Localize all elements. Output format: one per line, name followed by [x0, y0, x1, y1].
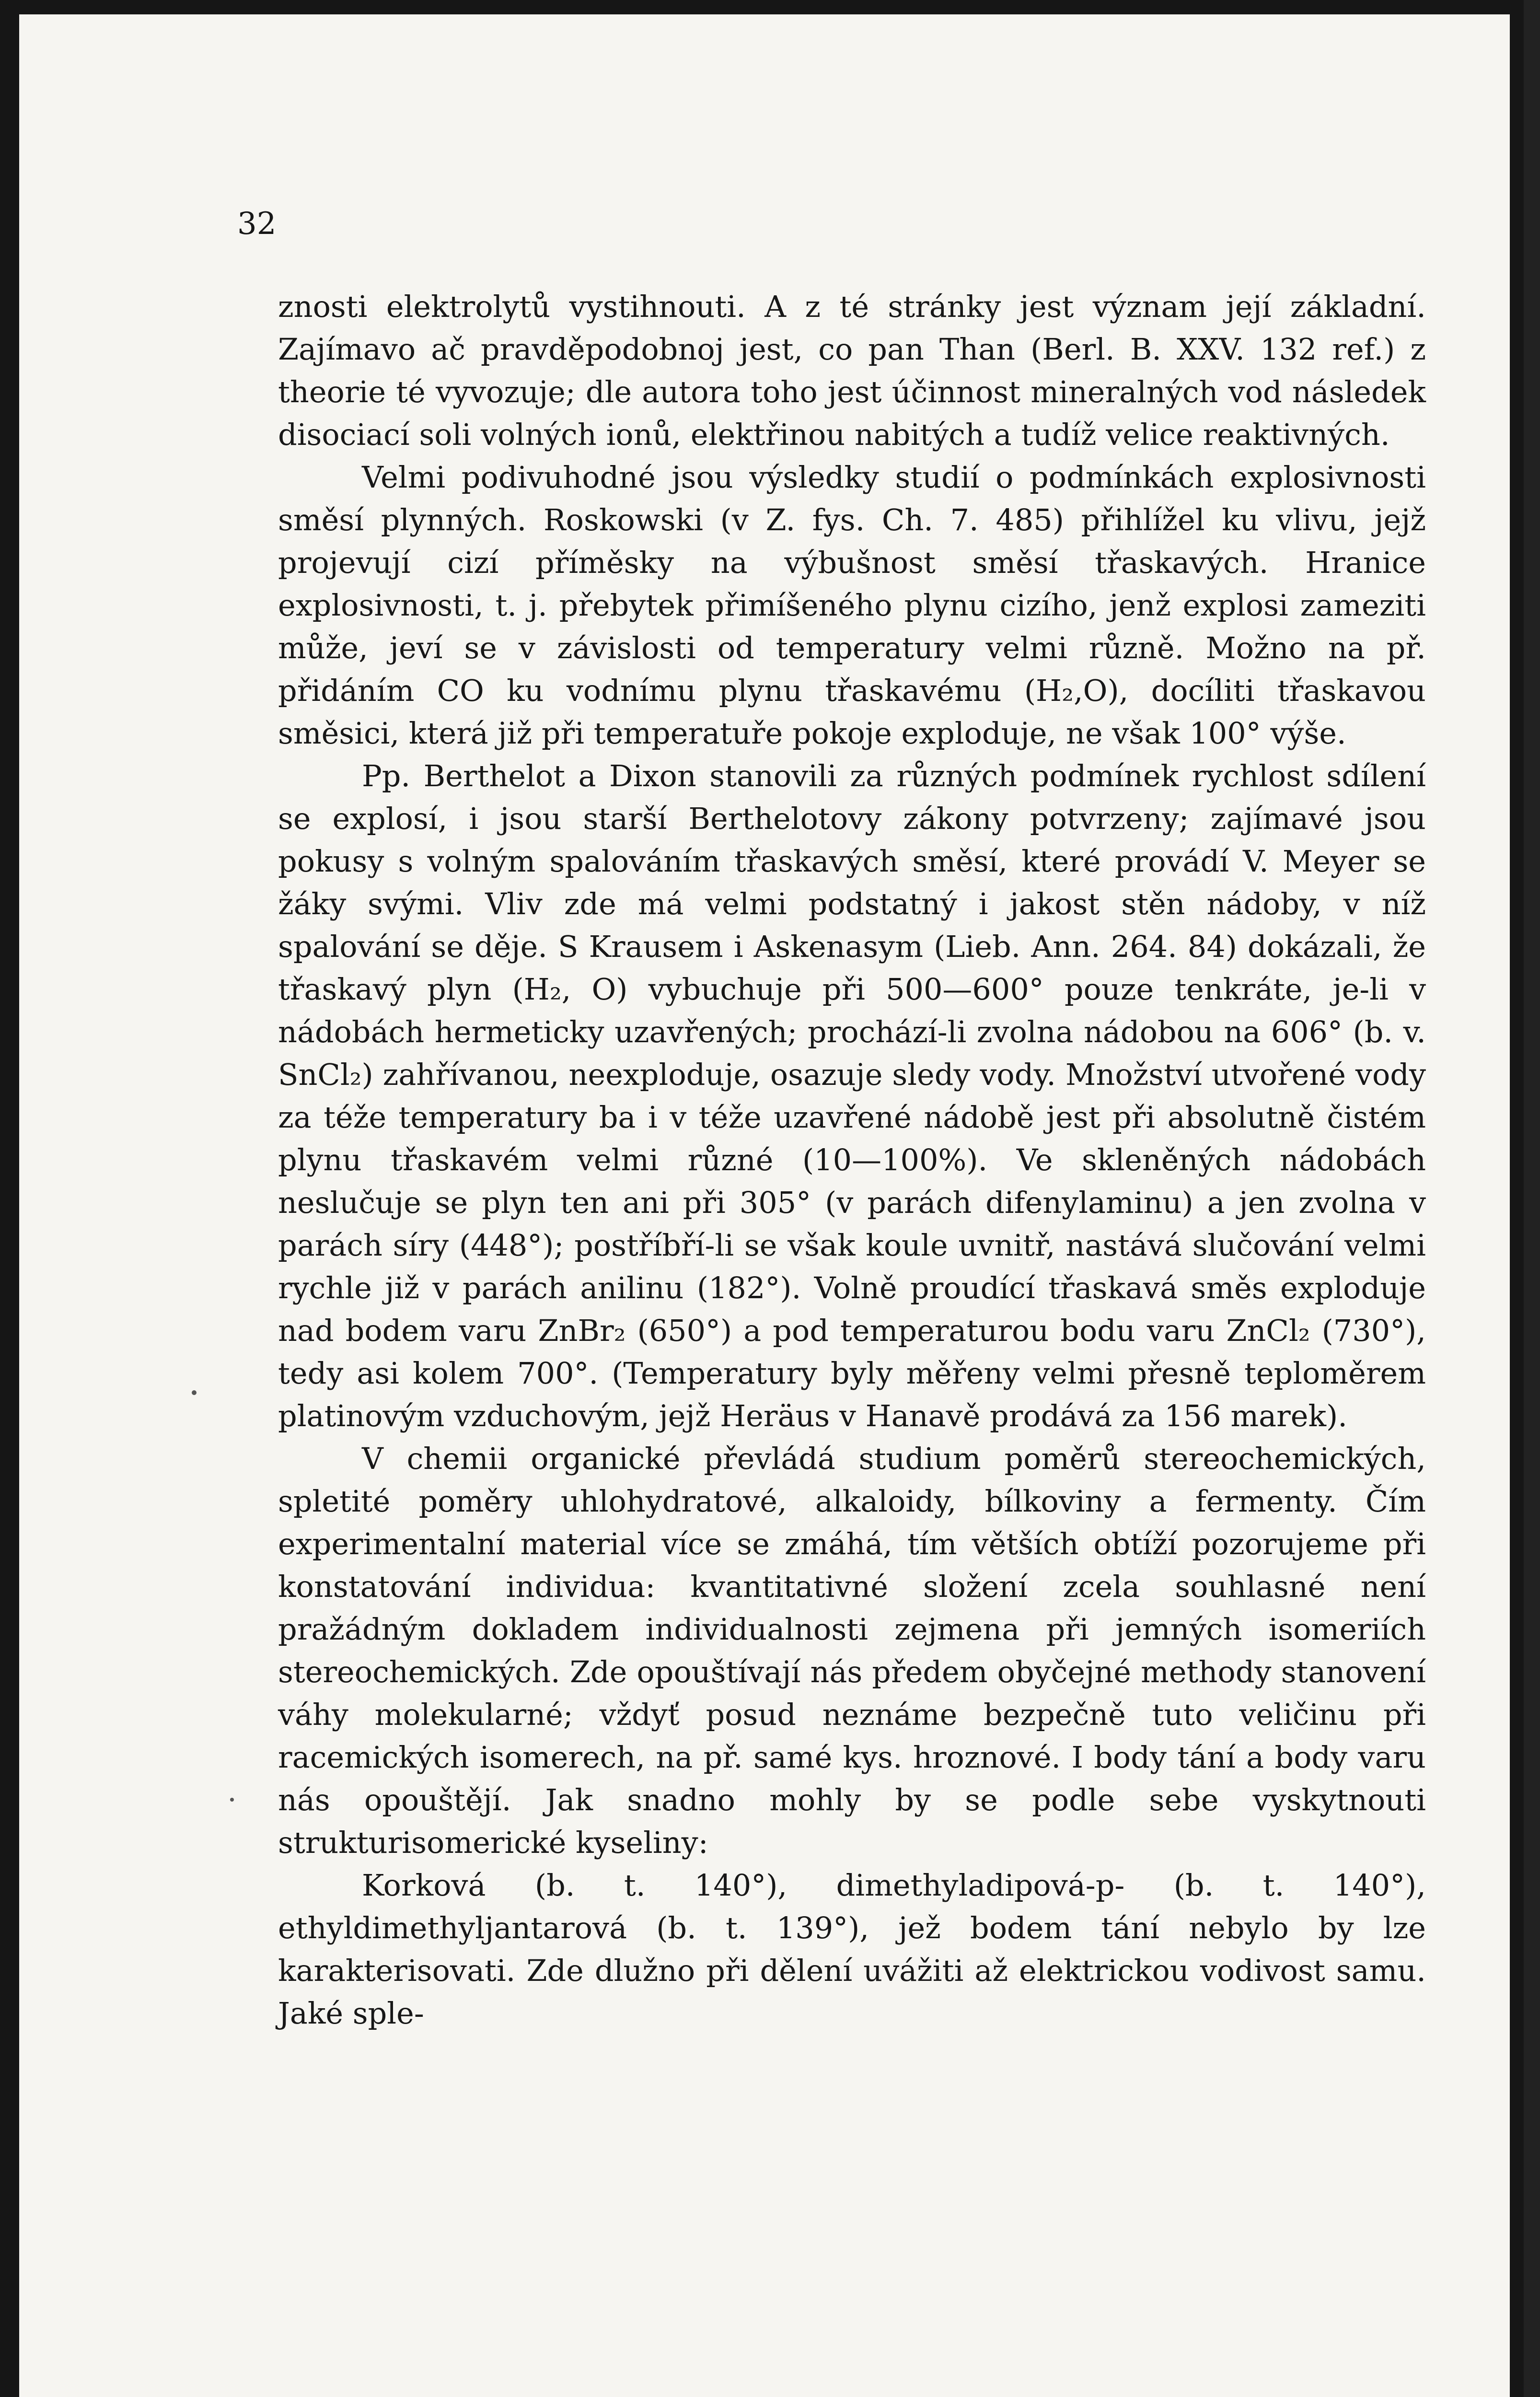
- paragraph: znosti elektrolytů vystihnouti. A z té stránky jest význam její základní. Zajímavo ač pravděpodobnoj jest, co pan Than (Berl. B. XXV. 132 ref.) z theorie té vyvozuje; dle autora toho jest účinnost mineralných vod následek disociací soli volných ionů, elektřinou nabitých a tudíž velice reaktivných.: [278, 289, 1426, 452]
- scan-edge: [1524, 0, 1540, 2397]
- paragraph: Pp. Berthelot a Dixon stanovili za různých podmínek rychlost sdílení se explosí, i jsou starší Berthelotovy zákony potvrzeny; zajímavé jsou pokusy s volným spalováním třaskavých směsí, které provádí V. Meyer se žáky svými. Vliv zde má velmi podstatný i jakost stěn nádoby, v níž spalování se děje. S Krausem i Askenasym (Lieb. Ann. 264. 84) dokázali, že třaskavý plyn (H₂, O) vybuchuje při 500—600° pouze tenkráte, je-li v nádobách hermeticky uzavřených; prochází-li zvolna nádobou na 606° (b. v. SnCl₂) zahřívanou, neexploduje, osazuje sledy vody. Množství utvořené vody za téže temperatury ba i v téže uzavřené nádobě jest při absolutně čistém plynu třaskavém velmi různé (10—100%). Ve skleněných nádobách neslučuje se plyn ten ani při 305° (v parách difenylaminu) a jen zvolna v parách síry (448°); postříbří-li se však koule uvnitř, nastává slučování velmi rychle již v parách anilinu (182°). Volně proudící třaskavá směs exploduje nad bodem varu ZnBr₂ (650°) a pod temperaturou bodu varu ZnCl₂ (730°), tedy asi kolem 700°. (Temperatury byly měřeny velmi přesně teploměrem platinovým vzduchovým, jejž Heräus v Hanavě prodává za 156 marek).: [278, 758, 1426, 1433]
- page-number: 32: [237, 206, 277, 242]
- paragraph: Velmi podivuhodné jsou výsledky studií o podmínkách explosivnosti směsí plynných. Roskowski (v Z. fys. Ch. 7. 485) přihlížel ku vlivu, jejž projevují cizí příměsky na výbušnost směsí třaskavých. Hranice explosivnosti, t. j. přebytek přimíšeného plynu cizího, jenž explosi zameziti může, jeví se v závislosti od temperatury velmi různě. Možno na př. přidáním CO ku vodnímu plynu třaskavému (H₂,O), docíliti třaskavou směsici, která již při temperatuře pokoje exploduje, ne však 100° výše.: [278, 460, 1426, 751]
- paragraph: Korková (b. t. 140°), dimethyladipová-p- (b. t. 140°), ethyldimethyljantarová (b. t. 139°), jež bodem tání nebylo by lze karakterisovati. Zde dlužno při dělení uvážiti až elektrickou vodivost samu. Jaké sple-: [278, 1868, 1426, 2031]
- print-speck: [192, 1390, 197, 1395]
- page: [19, 14, 1510, 2397]
- print-speck: [230, 1798, 234, 1802]
- body-text: [278, 285, 1426, 2035]
- paragraph: V chemii organické převládá studium poměrů stereochemických, spletité poměry uhlohydratové, alkaloidy, bílkoviny a fermenty. Čím experimentalní material více se zmáhá, tím větších obtíží pozorujeme při konstatování individua: kvantitativné složení zcela souhlasné není pražádným dokladem individualnosti zejmena při jemných isomeriích stereochemických. Zde opouštívají nás předem obyčejné methody stanovení váhy molekularné; vždyť posud neznáme bezpečně tuto veličinu při racemických isomerech, na př. samé kys. hroznové. I body tání a body varu nás opouštějí. Jak snadno mohly by se podle sebe vyskytnouti strukturisomerické kyseliny:: [278, 1441, 1426, 1860]
